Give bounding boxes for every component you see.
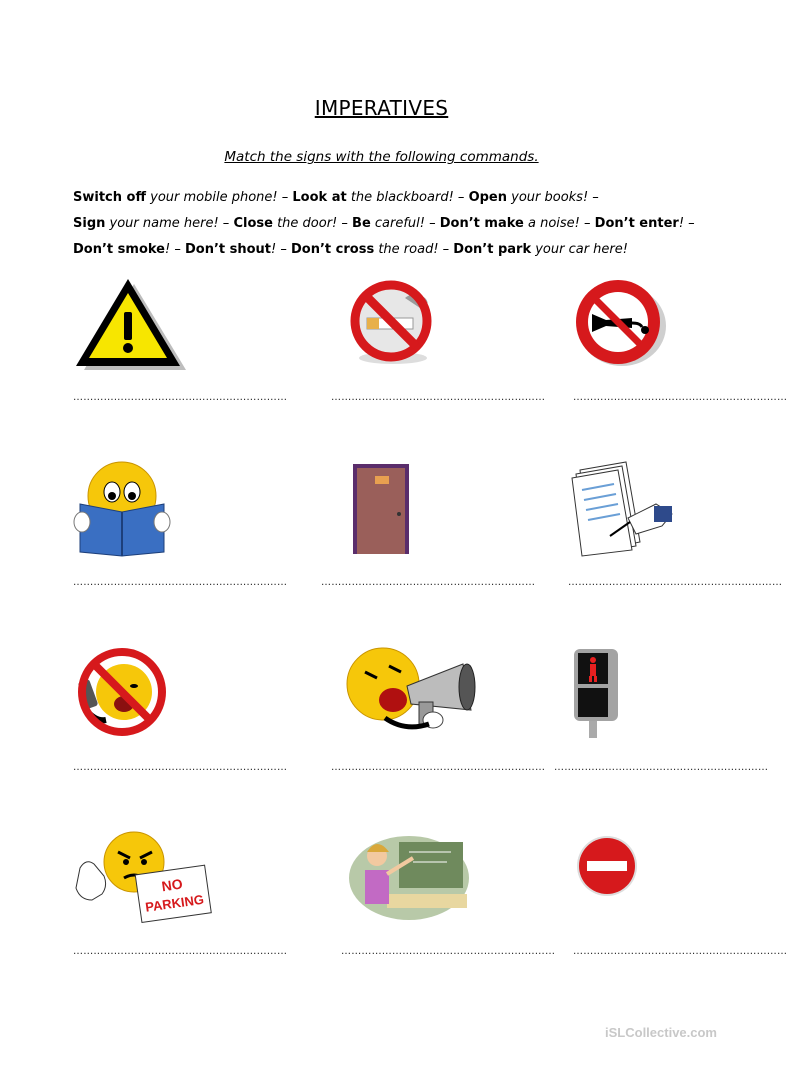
instruction: Match the signs with the following commands. [224,149,539,165]
answer-line-3[interactable]: ……………………………………………………… [573,392,787,403]
command-verb: Don’t smoke [73,242,165,257]
no-entry-icon [576,835,638,897]
answer-line-2[interactable]: ……………………………………………………… [331,392,546,403]
answer-line-4[interactable]: ……………………………………………………… [73,577,288,588]
command-verb: Look at [292,190,347,205]
signing-document-icon [570,460,674,556]
command-verb: Don’t cross [291,242,375,257]
answer-line-9[interactable]: ……………………………………………………… [554,762,769,773]
no-parking-icon [72,830,212,926]
answer-line-12[interactable]: ……………………………………………………… [573,946,787,957]
answer-line-11[interactable]: ……………………………………………………… [341,946,556,957]
page-title: IMPERATIVES [314,96,449,120]
answer-line-1[interactable]: ……………………………………………………… [73,392,288,403]
answer-line-5[interactable]: ……………………………………………………… [321,577,536,588]
pedestrian-signal-icon [573,648,619,740]
no-parking-text-2: PARKING [144,891,205,915]
answer-line-7[interactable]: ……………………………………………………… [73,762,288,773]
reading-book-icon [72,460,172,556]
command-verb: Be [352,216,371,231]
command-verb: Don’t park [453,242,532,257]
commands-line-2: Sign your name here! – Close the door! – Be careful! – Don’t make a noise! – Don’t enter! – [73,216,695,231]
no-parking-text-1: NO [160,875,184,895]
command-verb: Open [468,190,507,205]
megaphone-icon [345,644,479,740]
teacher-blackboard-icon [347,830,471,922]
command-verb: Don’t enter [594,216,679,231]
answer-line-8[interactable]: ……………………………………………………… [331,762,546,773]
no-phone-icon [72,646,172,738]
commands-line-3: Don’t smoke! – Don’t shout! – Don’t cross the road! – Don’t park your car here! [73,242,628,257]
warning-triangle-icon [72,276,190,372]
command-verb: Don’t shout [184,242,272,257]
no-horn-icon [570,278,670,368]
answer-line-10[interactable]: ……………………………………………………… [73,946,288,957]
command-verb: Sign [73,216,106,231]
command-verb: Don’t make [439,216,524,231]
no-smoking-icon [347,278,437,368]
command-verb: Switch off [73,190,146,205]
command-verb: Close [233,216,273,231]
commands-line-1: Switch off your mobile phone! – Look at the blackboard! – Open your books! – [73,190,599,205]
door-icon [351,462,411,556]
footer-brand: iSLCollective.com [605,1025,717,1040]
answer-line-6[interactable]: ……………………………………………………… [568,577,783,588]
